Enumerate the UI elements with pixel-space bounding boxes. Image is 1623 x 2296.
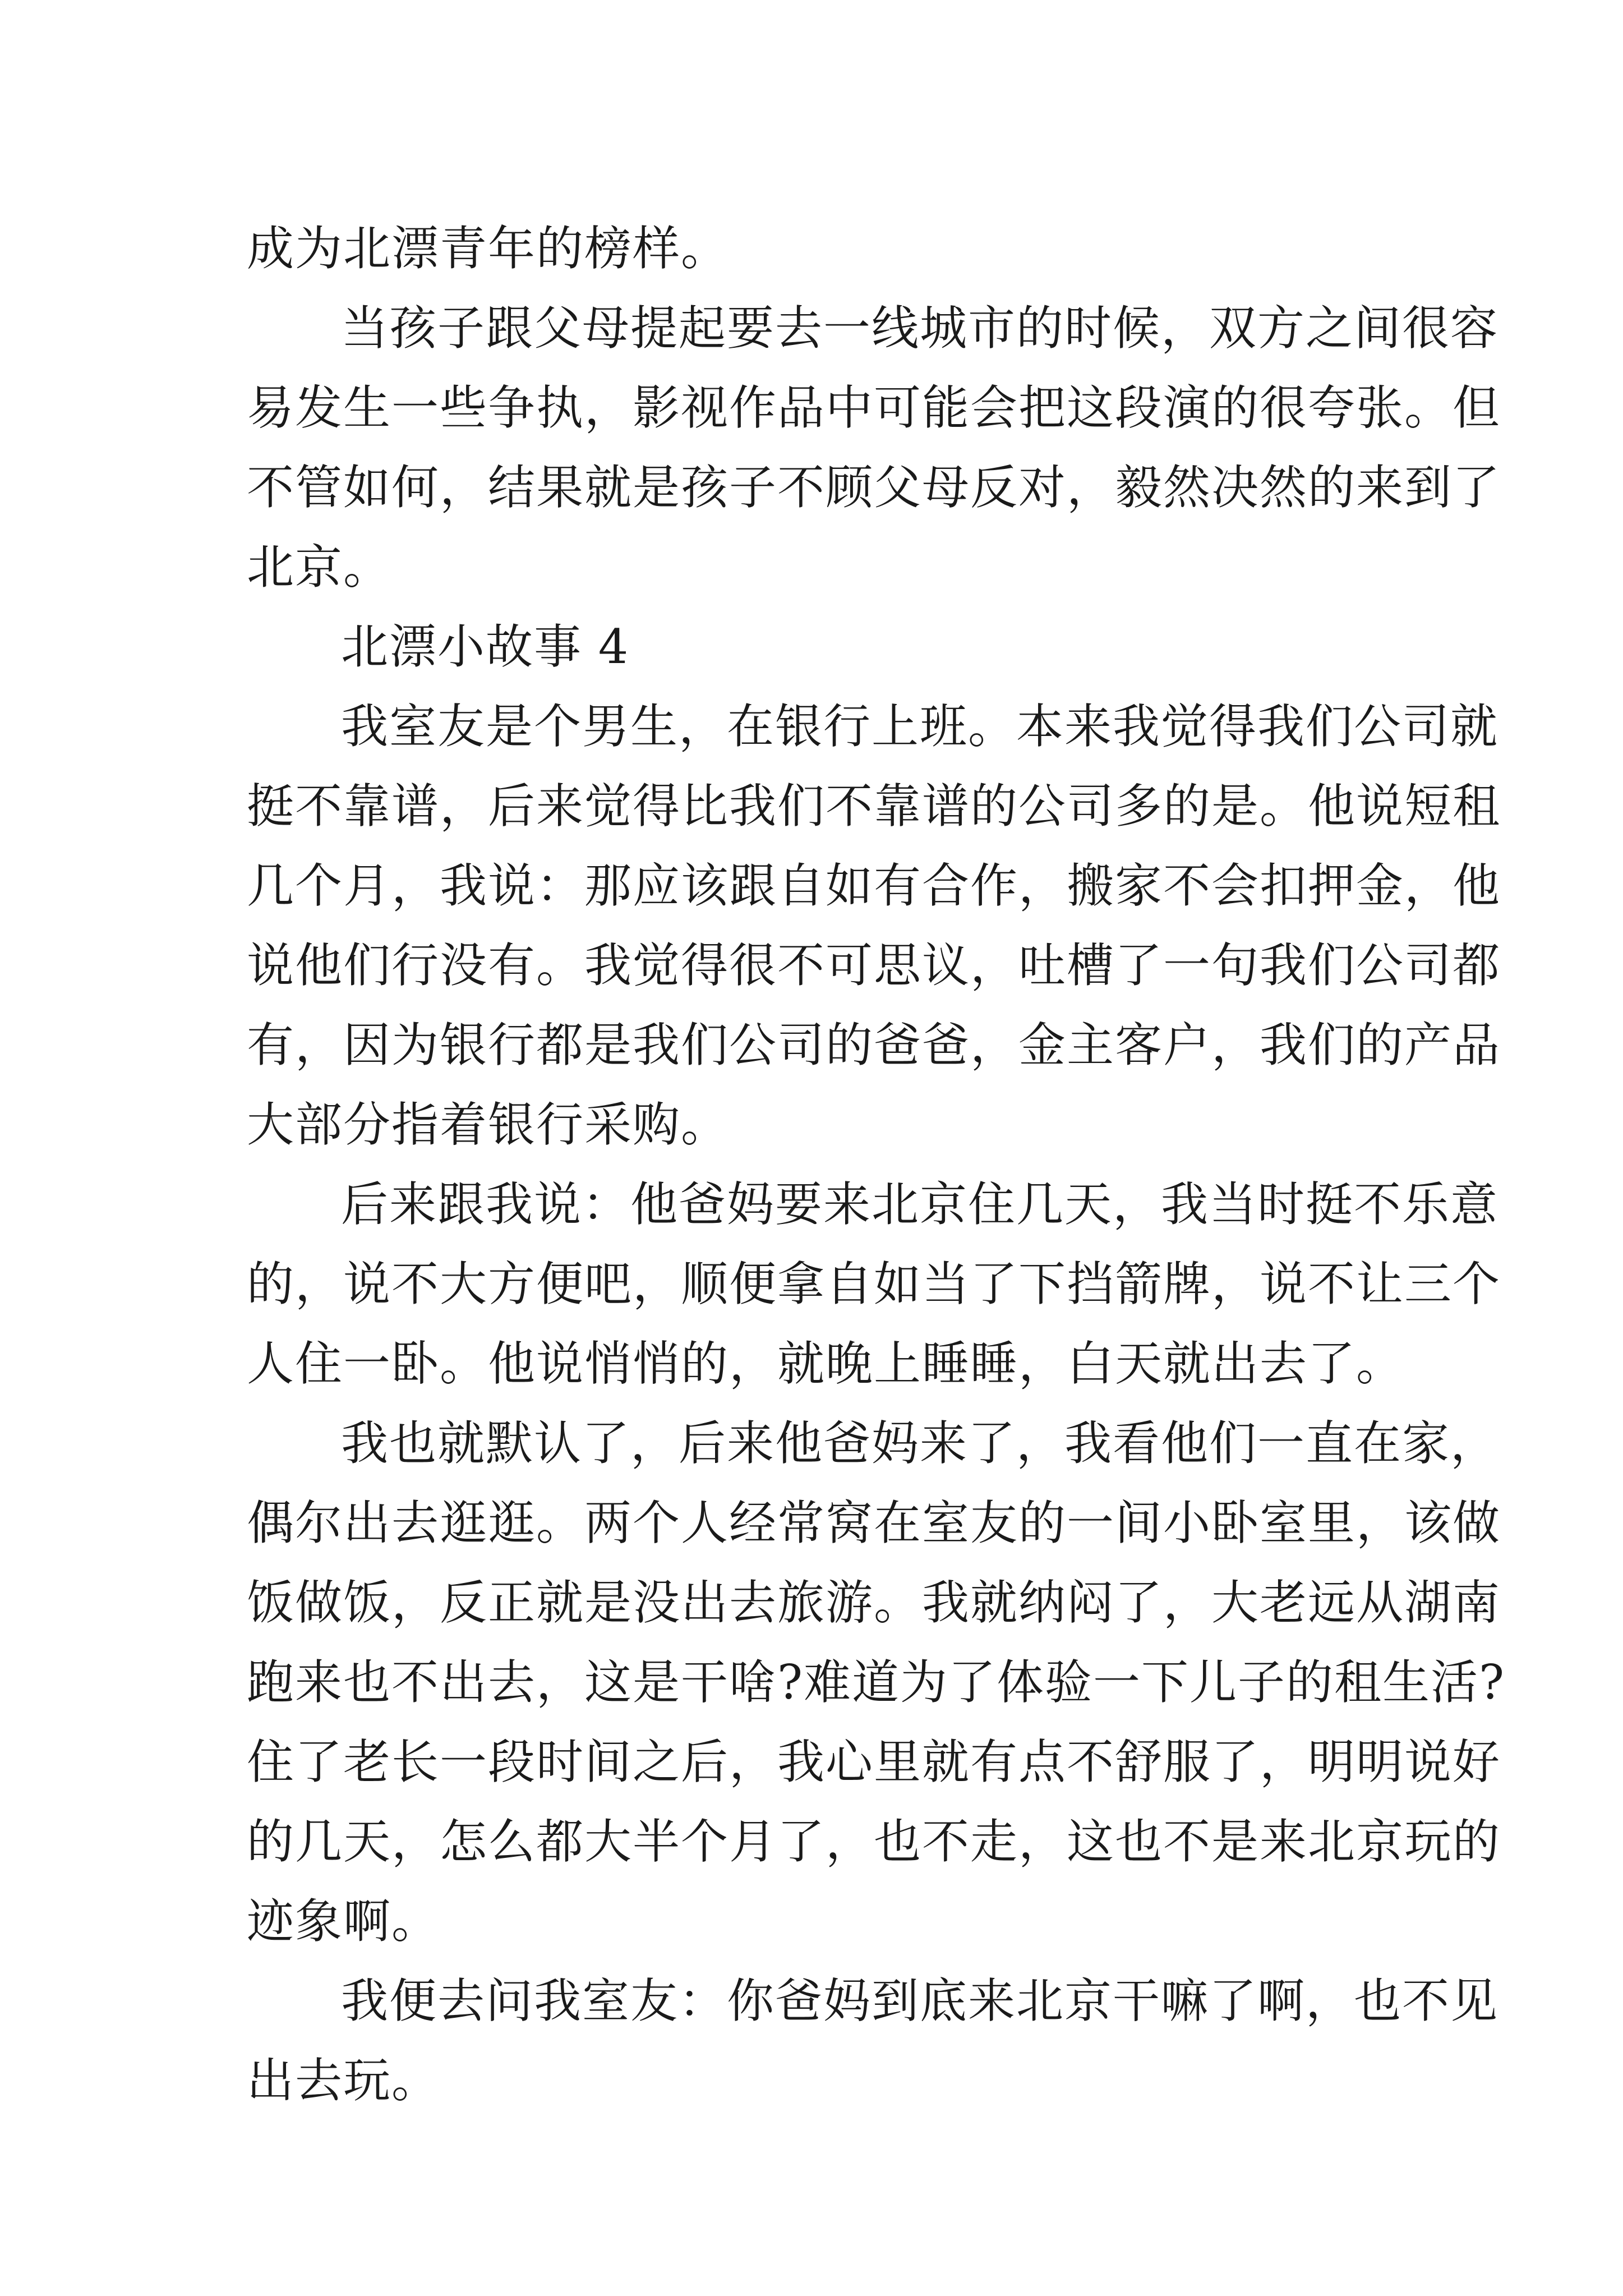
text-line: 跑来也不出去，这是干啥?难道为了体验一下儿子的租生活? xyxy=(247,1655,1506,1710)
text-line: 人住一卧。他说悄悄的，就晚上睡睡，白天就出去了。 xyxy=(247,1336,1405,1391)
document-body xyxy=(247,209,1506,2120)
text-line: 饭做饭，反正就是没出去旅游。我就纳闷了，大老远从湖南 xyxy=(247,1575,1501,1630)
text-line: 成为北漂青年的榜样。 xyxy=(247,221,730,276)
text-line: 说他们行没有。我觉得很不可思议，吐槽了一句我们公司都 xyxy=(247,938,1501,993)
paragraph-start: 我便去问我室友：你爸妈到底来北京干嘛了啊，也不见 xyxy=(341,1973,1499,2028)
paragraph-start: 我也就默认了，后来他爸妈来了，我看他们一直在家， xyxy=(341,1416,1499,1471)
text-line: 的几天，怎么都大半个月了，也不走，这也不是来北京玩的 xyxy=(247,1814,1501,1869)
text-line: 迹象啊。 xyxy=(247,1894,440,1949)
text-line: 的，说不大方便吧，顺便拿自如当了下挡箭牌，说不让三个 xyxy=(247,1257,1501,1312)
text-line: 易发生一些争执，影视作品中可能会把这段演的很夸张。但 xyxy=(247,380,1501,435)
text-line: 出去玩。 xyxy=(247,2053,440,2108)
paragraph-start: 后来跟我说：他爸妈要来北京住几天，我当时挺不乐意 xyxy=(341,1177,1499,1232)
text-line: 住了老长一段时间之后，我心里就有点不舒服了，明明说好 xyxy=(247,1734,1501,1789)
text-line: 几个月，我说：那应该跟自如有合作，搬家不会扣押金，他 xyxy=(247,858,1501,913)
section-heading: 北漂小故事 4 xyxy=(341,619,630,674)
text-line: 大部分指着银行采购。 xyxy=(247,1097,730,1152)
text-line: 有，因为银行都是我们公司的爸爸，金主客户，我们的产品 xyxy=(247,1018,1501,1073)
text-line: 挺不靠谱，后来觉得比我们不靠谱的公司多的是。他说短租 xyxy=(247,779,1501,834)
paragraph-start: 我室友是个男生，在银行上班。本来我觉得我们公司就 xyxy=(341,699,1499,754)
paragraph-start: 当孩子跟父母提起要去一线城市的时候，双方之间很容 xyxy=(341,301,1499,356)
text-line: 不管如何，结果就是孩子不顾父母反对，毅然决然的来到了 xyxy=(247,460,1501,515)
text-line: 北京。 xyxy=(247,540,392,595)
text-line: 偶尔出去逛逛。两个人经常窝在室友的一间小卧室里，该做 xyxy=(247,1496,1501,1550)
